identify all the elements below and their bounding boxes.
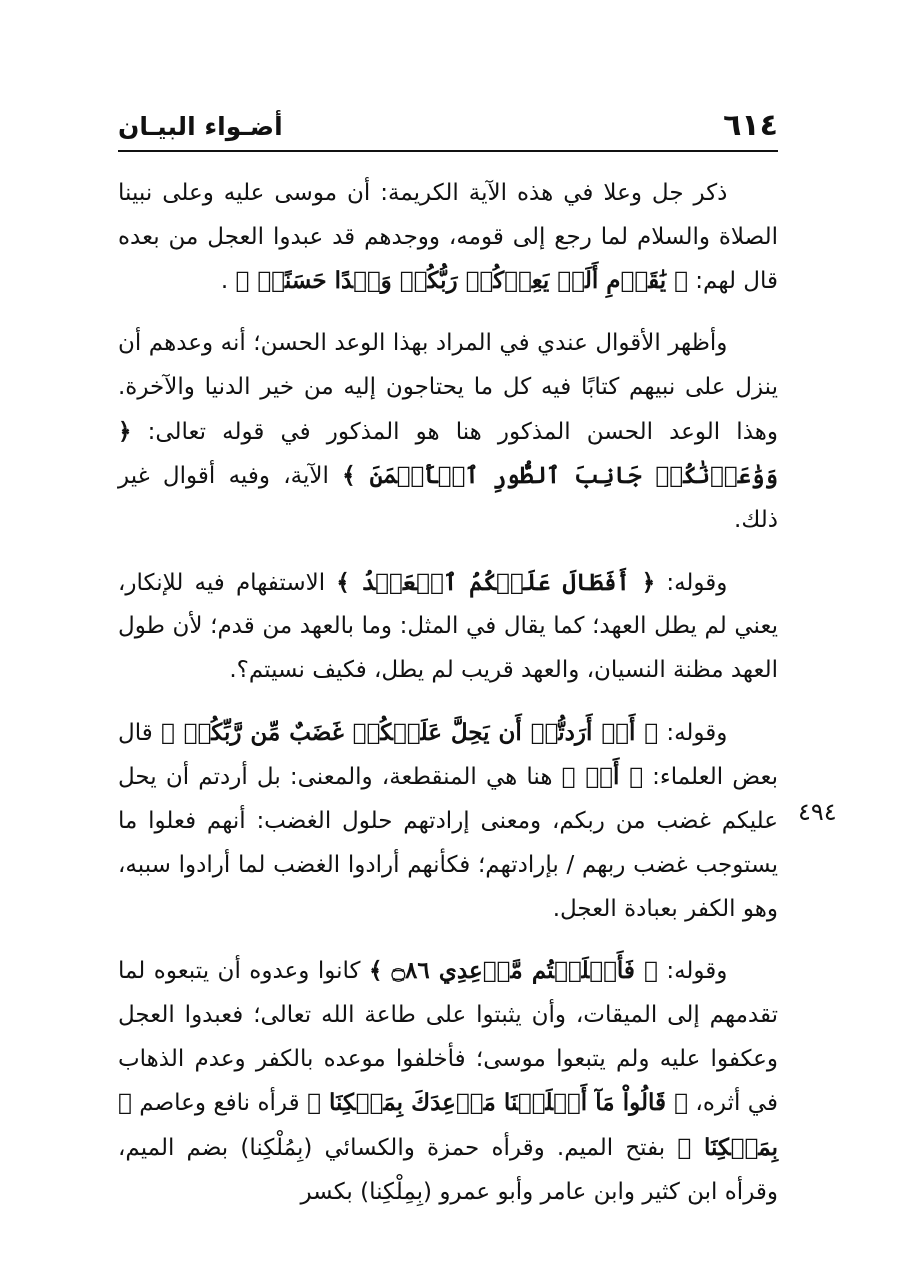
quran-verse: ﴿ أَفَطَالَ عَلَيۡكُمُ ٱلۡعَهۡدُ ﴾ — [336, 568, 656, 596]
paragraph-text: كانوا وعدوه أن يتبعوه لما تقدمهم إلى الميقات، وأن يثبتوا على طاعة الله تعالى؛ فعبدوا العجل وعكفوا عليه ولم يتبعوا موسى؛ فأخلفوا موعده بالكفر وعدم الذهاب في أثره، — [118, 958, 778, 1117]
paragraph-text: ذكر جل وعلا في هذه الآية الكريمة: أن موسى عليه وعلى نبينا الصلاة والسلام لما رجع إلى قومه، ووجدهم قد عبدوا العجل من بعده قال لهم: — [118, 180, 778, 295]
book-title: أضـواء البيـان — [118, 112, 283, 141]
paragraph-text: وقوله: — [658, 719, 728, 746]
paragraph-text: الاستفهام فيه للإنكار، يعني لم يطل العهد؛ كما يقال في المثل: وما بالعهد من قدم؛ لأن طول العهد مظنة النسيان، والعهد قريب لم يطل، فكيف نسيتم؟. — [118, 569, 778, 684]
paragraph-5 — [118, 949, 778, 1214]
paragraph-text: بفتح الميم. وقرأه حمزة والكسائي (بِمُلْكِنا) بضم الميم، وقرأه ابن كثير وابن عامر وأبو عمرو (بِمِلْكِنا) بكسر — [118, 1135, 778, 1205]
paragraph-text: هنا هي المنقطعة، والمعنى: بل أردتم أن يحل عليكم غضب من ربكم، ومعنى إرادتهم حلول الغضب: أنهم فعلوا ما يستوجب غضب ربهم / بإرادتهم؛ فكأنهم أرادوا الغضب لما أرادوا سببه، وهو الكفر بعبادة العجل. — [118, 764, 778, 922]
paragraph-4 — [118, 711, 778, 932]
paragraph-text: الآية، وفيه أقوال غير ذلك. — [118, 463, 778, 533]
paragraph-text: وقوله: — [657, 958, 728, 985]
header-rule — [118, 150, 778, 152]
quran-verse: ﴿ بِمَلۡكِنَا ﴾ — [118, 1089, 778, 1162]
paragraph-1 — [118, 172, 778, 304]
quran-verse: ﴿ وَوَٰعَدۡنَٰكُمۡ جَانِبَ ٱلطُّورِ ٱلۡأَيۡمَنَ ﴾ — [118, 417, 779, 490]
paragraph-3 — [118, 561, 778, 693]
quran-verse: ﴿ قَالُواْ مَآ أَخۡلَفۡنَا مَوۡعِدَكَ بِمَلۡكِنَا ﴾ — [307, 1089, 688, 1117]
paragraph-text: . — [220, 268, 236, 295]
quran-verse: ﴿ أَمۡ ﴾ — [561, 763, 643, 791]
quran-verse: ﴿ أَمۡ أَرَدتُّمۡ أَن يَحِلَّ عَلَيۡكُمۡ غَضَبٌ مِّن رَّبِّكُمۡ ﴾ — [160, 718, 659, 746]
quran-verse: ﴿ فَأَخۡلَفۡتُم مَّوۡعِدِي ۝٨٦ ﴾ — [368, 957, 658, 985]
margin-page-number: ٤٩٤ — [798, 798, 837, 826]
paragraph-text: وقوله: — [655, 569, 728, 596]
paragraph-text: قال بعض العلماء: — [118, 719, 778, 791]
page-body — [118, 172, 778, 1232]
paragraph-2 — [118, 322, 778, 543]
quran-verse: ﴿ يَٰقَوۡمِ أَلَمۡ يَعِدۡكُمۡ رَبُّكُمۡ وَعۡدًا حَسَنًاۚ ﴾ — [235, 267, 688, 295]
page-header — [118, 108, 778, 148]
page-number: ٦١٤ — [723, 108, 778, 143]
paragraph-text: وأظهر الأقوال عندي في المراد بهذا الوعد الحسن؛ أنه وعدهم أن ينزل على نبيهم كتابًا فيه كل ما يحتاجون إليه من خير الدنيا والآخرة. وهذا الوعد الحسن المذكور هنا هو المذكور في قوله تعالى: — [118, 330, 778, 445]
paragraph-text: قرأه نافع وعاصم — [131, 1090, 308, 1117]
